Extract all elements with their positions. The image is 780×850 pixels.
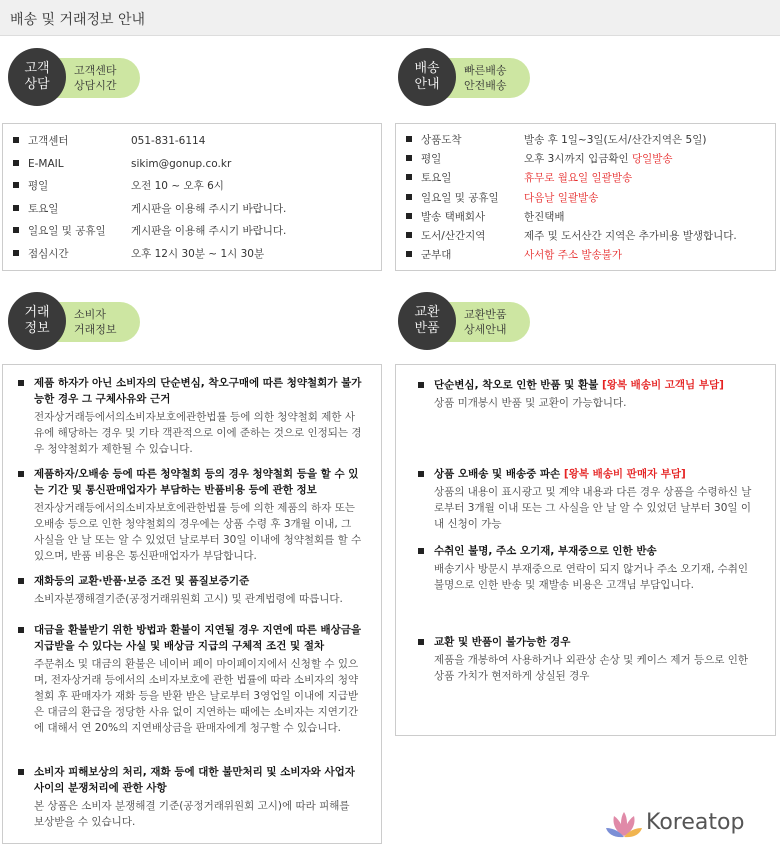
bullet-icon	[406, 251, 412, 257]
ship-pill-line1: 빠른배송	[464, 64, 507, 77]
exch-item-title-text: 수취인 불명, 주소 오기재, 부재중으로 인한 반송	[434, 545, 657, 557]
trade-item-title: 제품하자/오배송 등에 따른 청약철회 등의 경우 청약철회 등을 할 수 있는 기간 및 통신판매업자가 부담하는 반품비용 등에 관한 정보	[18, 466, 363, 498]
trade-item-title: 소비자 피해보상의 처리, 재화 등에 대한 불만처리 및 소비자와 사업자 사이의 분쟁처리에 관한 사항	[18, 764, 363, 796]
logo-text: Koreatop	[646, 810, 745, 835]
cs-row	[13, 132, 373, 150]
exch-item-title	[418, 634, 758, 650]
bullet-icon	[13, 205, 19, 211]
ship-row	[406, 246, 771, 264]
ship-row-highlight: 당일발송	[631, 153, 673, 166]
trade-item	[18, 622, 363, 736]
trade-item-body: 소비자분쟁해결기준(공정거래위원회 고시) 및 관계법령에 따릅니다.	[34, 593, 343, 605]
cs-pill-line1: 고객센타	[74, 64, 117, 77]
ship-row	[406, 150, 771, 168]
exch-item-title-text: 상품 오배송 및 배송중 파손	[434, 468, 564, 480]
page-title: 배송 및 거래정보 안내	[10, 12, 146, 28]
exch-item-tag: [왕복 배송비 고객님 부담]	[601, 379, 724, 391]
exch-pill-line1: 교환반품	[464, 308, 507, 321]
bullet-icon	[13, 182, 19, 188]
ship-header	[398, 48, 538, 108]
exch-item	[418, 634, 758, 684]
trade-item-body: 주문취소 및 대금의 환불은 네이버 페이 마이페이지에서 신청할 수 있으며, 전자상거래 등에서의 소비자보호에 관한 법률에 따라 소비자의 청약철회 후 판매자가 재화 등을 반환 받은 날로부터 3영업일 이내에 지급받은 대금의 환급을 정당한 사유 없이 지연하는 때에는 소비자는 지연기간에 대해서 연 20%의 지연배상금을 판매자에게 청구할 수 있습니다.	[34, 658, 359, 734]
trade-header	[8, 292, 148, 352]
ship-row-text: 오후 3시까지 입금확인	[524, 153, 632, 166]
ship-row-label: 토요일	[421, 172, 452, 185]
trade-circle-line1: 거래	[24, 305, 50, 320]
exch-header	[398, 292, 538, 352]
bullet-icon	[406, 213, 412, 219]
ship-pill	[444, 58, 530, 98]
ship-row-label: 평일	[421, 153, 442, 166]
title-bar	[0, 0, 780, 36]
cs-circle	[8, 48, 66, 106]
ship-row-value	[524, 189, 598, 207]
ship-row-text: 한진택배	[524, 210, 565, 223]
bullet-icon	[406, 155, 412, 161]
exch-item	[418, 377, 758, 411]
ship-row-text: 발송 후 1일~3일(도서/산간지역은 5일)	[524, 134, 707, 146]
cs-row	[13, 222, 373, 240]
bullet-icon	[13, 137, 19, 143]
ship-row-value	[524, 169, 632, 187]
bullet-icon	[406, 136, 412, 142]
ship-row	[406, 208, 771, 226]
cs-row-value: 오전 10 ~ 오후 6시	[131, 180, 224, 192]
bullet-icon	[406, 194, 412, 200]
cs-pill-line2: 상담시간	[74, 79, 117, 92]
cs-pill	[54, 58, 140, 98]
exch-item-title-text: 교환 및 반품이 불가능한 경우	[434, 636, 571, 648]
ship-row-label: 상품도착	[421, 134, 462, 146]
cs-row-label: 토요일	[28, 202, 59, 215]
cs-row-label: 평일	[28, 180, 49, 192]
cs-row	[13, 245, 373, 263]
ship-row-highlight: 다음날 일괄발송	[524, 191, 599, 204]
trade-item-body: 본 상품은 소비자 분쟁해결 기준(공정거래위원회 고시)에 따라 피해를 보상받을 수 있습니다.	[34, 800, 350, 828]
ship-row-value	[524, 131, 706, 149]
trade-item-title: 재화등의 교환·반품·보증 조건 및 품질보증기준	[18, 573, 363, 589]
ship-row-value	[524, 246, 622, 264]
exch-item-body: 제품을 개봉하여 사용하거나 외관상 손상 및 케이스 제거 등으로 인한 상품 가치가 현저하게 상실된 경우	[434, 654, 749, 682]
trade-item	[18, 466, 363, 564]
exch-item-title	[418, 543, 758, 559]
koreatop-logo	[606, 808, 776, 840]
exch-circle-line2: 반품	[414, 321, 440, 336]
cs-row	[13, 177, 373, 195]
ship-row-label: 군부대	[421, 249, 452, 262]
cs-row-label: E-MAIL	[28, 157, 64, 170]
cs-row-label: 고객센터	[28, 135, 69, 147]
trade-item-body: 전자상거래등에서의소비자보호에관한법률 등에 의한 청약철회 제한 사유에 해당하는 경우 및 기타 객관적으로 이에 준하는 것으로 인정되는 경우 청약철회가 제한될 수 있습니다.	[34, 411, 362, 455]
ship-pill-line2: 안전배송	[464, 79, 507, 92]
cs-header	[8, 48, 148, 108]
exch-item-tag: [왕복 배송비 판매자 부담]	[563, 468, 686, 480]
exch-pill	[444, 302, 530, 342]
bullet-icon	[406, 232, 412, 238]
bullet-icon	[13, 250, 19, 256]
ship-row	[406, 189, 771, 207]
exch-circle-line1: 교환	[414, 305, 440, 320]
ship-row-text: 제주 및 도서산간 지역은 추가비용 발생합니다.	[524, 230, 737, 242]
cs-row-value: 게시판을 이용해 주시기 바랍니다.	[131, 202, 287, 215]
trade-pill-line2: 거래정보	[74, 323, 117, 336]
trade-item	[18, 375, 363, 457]
lotus-icon	[606, 810, 642, 840]
ship-row-highlight: 휴무로 월요일 일괄발송	[524, 172, 633, 185]
ship-row	[406, 227, 771, 245]
cs-circle-line1: 고객	[24, 61, 50, 76]
cs-row-label: 점심시간	[28, 247, 69, 260]
ship-row-value	[524, 150, 673, 168]
trade-item	[18, 764, 363, 830]
cs-row-value: 게시판을 이용해 주시기 바랍니다.	[131, 225, 287, 237]
bullet-icon	[13, 160, 19, 166]
cs-row-value: 오후 12시 30분 ~ 1시 30분	[131, 247, 265, 260]
exch-circle	[398, 292, 456, 350]
ship-row-highlight: 사서함 주소 발송불가	[524, 249, 622, 262]
ship-circle-line1: 배송	[414, 61, 440, 76]
exch-item-title-text: 단순변심, 착오로 인한 반품 및 환불	[434, 379, 602, 391]
trade-item-title: 제품 하자가 아닌 소비자의 단순변심, 착오구매에 따른 청약철회가 불가능한 경우 그 구체사유와 근거	[18, 375, 363, 407]
trade-item-body: 전자상거래등에서의소비자보호에관한법률 등에 의한 제품의 하자 또는 오배송 등으로 인한 청약철회의 경우에는 상품 수령 후 3개월 이내, 그 사실을 안 날 또는 알 수 있었던 날로부터 30일 이내에 청약철회를 할 수 있으며, 반품 비용은 통신판매업자가 부담합니다.	[34, 502, 362, 562]
ship-row-label: 도서/산간지역	[421, 230, 486, 242]
cs-circle-line2: 상담	[24, 77, 50, 92]
cs-box	[2, 123, 382, 271]
trade-pill-line1: 소비자	[74, 308, 106, 321]
exch-item-title	[418, 377, 758, 393]
exch-item	[418, 543, 758, 593]
cs-row-label: 일요일 및 공휴일	[28, 225, 106, 237]
ship-row-label: 일요일 및 공휴일	[421, 191, 499, 204]
trade-item-title: 대금을 환불받기 위한 방법과 환불이 지연될 경우 지연에 따른 배상금을 지급받을 수 있다는 사실 및 배상금 지급의 구체적 조건 및 절차	[18, 622, 363, 654]
cs-row-value: sikim@gonup.co.kr	[131, 157, 232, 170]
bullet-icon	[13, 227, 19, 233]
trade-pill	[54, 302, 140, 342]
ship-circle	[398, 48, 456, 106]
cs-row-value: 051-831-6114	[131, 135, 206, 147]
exch-item-body: 상품의 내용이 표시광고 및 계약 내용과 다른 경우 상품을 수령하신 날로부터 3개월 이내 또는 그 사실을 안 날 알 수 있었던 날부터 30일 이내 신청이 가능	[434, 486, 752, 530]
ship-row	[406, 131, 771, 149]
ship-row-value	[524, 208, 565, 226]
exch-pill-line2: 상세안내	[464, 323, 507, 336]
trade-circle-line2: 정보	[24, 321, 50, 336]
ship-box	[395, 123, 776, 271]
ship-circle-line2: 안내	[414, 77, 440, 92]
ship-row	[406, 169, 771, 187]
ship-row-value	[524, 227, 737, 245]
ship-row-label: 발송 택배회사	[421, 210, 486, 223]
cs-row	[13, 200, 373, 218]
bullet-icon	[406, 174, 412, 180]
trade-item	[18, 573, 363, 607]
exch-item-body: 배송기사 방문시 부재중으로 연락이 되지 않거나 주소 오기재, 수취인 불명으로 인한 반송 및 재발송 비용은 고객님 부담입니다.	[434, 563, 749, 591]
trade-circle	[8, 292, 66, 350]
exch-item-title	[418, 466, 758, 482]
exch-item	[418, 466, 758, 532]
exch-item-body: 상품 미개봉시 반품 및 교환이 가능합니다.	[434, 397, 627, 409]
cs-row	[13, 155, 373, 173]
